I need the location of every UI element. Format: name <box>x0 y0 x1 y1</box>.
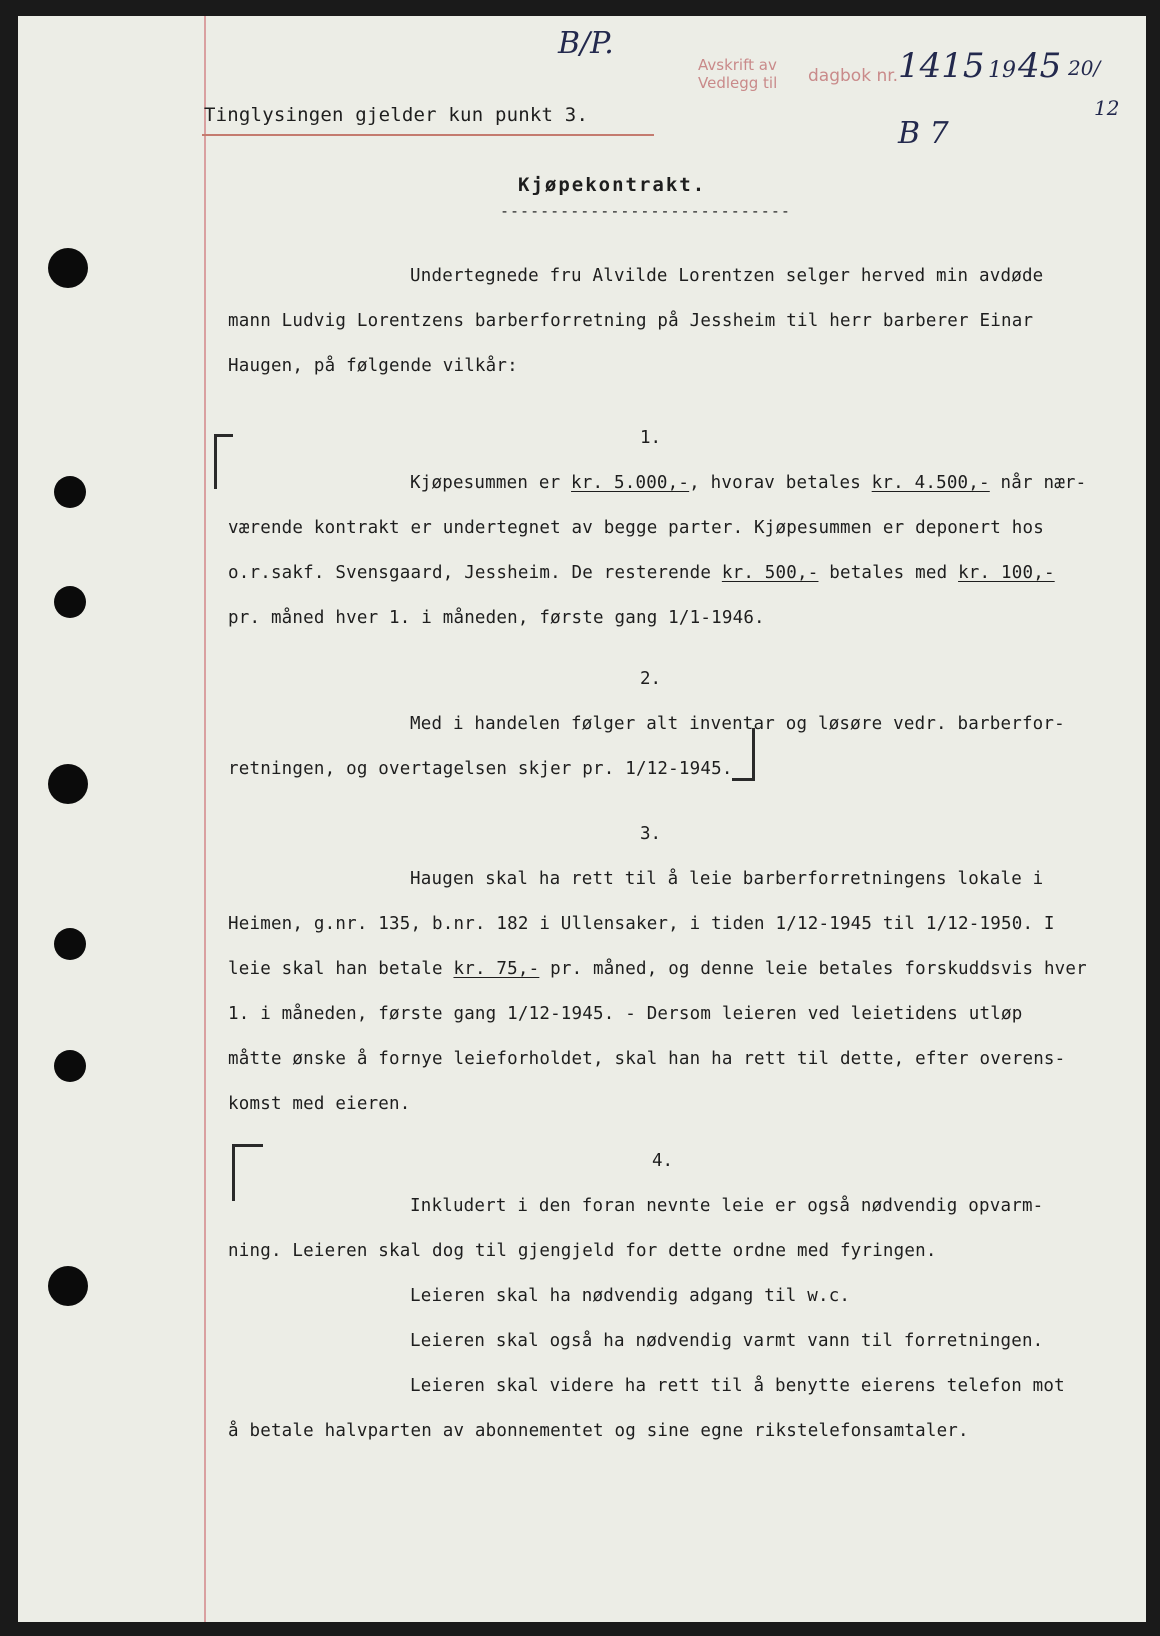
dagbok-date-month: 12 <box>1094 96 1120 120</box>
bracket-mark-1 <box>214 434 233 489</box>
bracket-mark-2 <box>732 728 755 781</box>
section-2-line-2: retningen, og overtagelsen skjer pr. 1/12-1945. <box>228 759 733 779</box>
intro-line-3: Haugen, på følgende vilkår: <box>228 356 518 376</box>
bracket-mark-3 <box>232 1144 263 1201</box>
section-number-1: 1. <box>640 428 662 448</box>
stamp-avskrift: Avskrift av <box>698 56 777 74</box>
section-4-line-3: Leieren skal ha nødvendig adgang til w.c. <box>410 1286 851 1306</box>
dagbok-date-day: 20/ <box>1068 56 1101 80</box>
punch-hole <box>54 476 86 508</box>
section-3-line-4: 1. i måneden, første gang 1/12-1945. - Dersom leieren ved leietidens utløp <box>228 1004 1023 1024</box>
title-underline: ----------------------------- <box>500 202 791 220</box>
intro-line-1: Undertegnede fru Alvilde Lorentzen selger herved min avdøde <box>410 266 1044 286</box>
punch-hole <box>48 1266 88 1306</box>
stamp-dagbok: dagbok nr. <box>808 66 899 86</box>
section-4-line-1: Inkludert i den foran nevnte leie er også nødvendig opvarm- <box>410 1196 1044 1216</box>
section-3-line-1: Haugen skal ha rett til å leie barberforretningens lokale i <box>410 869 1044 889</box>
document-page <box>18 16 1146 1622</box>
punch-hole <box>54 928 86 960</box>
document-title: Kjøpekontrakt. <box>518 174 707 196</box>
section-4-line-2: ning. Leieren skal dog til gjengjeld for dette ordne med fyringen. <box>228 1241 937 1261</box>
section-3-line-6: komst med eieren. <box>228 1094 411 1114</box>
section-number-3: 3. <box>640 824 662 844</box>
section-1-line-1: Kjøpesummen er kr. 5.000,-, hvorav betales kr. 4.500,- når nær- <box>410 473 1087 493</box>
dagbok-year: 45 <box>1018 46 1062 86</box>
punch-hole <box>54 1050 86 1082</box>
section-3-line-3: leie skal han betale kr. 75,- pr. måned, og denne leie betales forskuddsvis hver <box>228 959 1087 979</box>
section-1-line-4: pr. måned hver 1. i måneden, første gang 1/1-1946. <box>228 608 765 628</box>
punch-hole <box>48 764 88 804</box>
handwritten-bp: B/P. <box>558 26 614 61</box>
section-4-line-5: Leieren skal videre ha rett til å benytte eierens telefon mot <box>410 1376 1065 1396</box>
section-1-line-3: o.r.sakf. Svensgaard, Jessheim. De resterende kr. 500,- betales med kr. 100,- <box>228 563 1055 583</box>
dagbok-number: 1415 <box>898 46 985 86</box>
punch-hole <box>48 248 88 288</box>
registration-underline <box>202 134 654 136</box>
section-4-line-6: å betale halvparten av abonnementet og sine egne rikstelefonsamtaler. <box>228 1421 969 1441</box>
stamp-vedlegg: Vedlegg til <box>698 74 778 92</box>
dagbok-year-prefix: 19 <box>988 58 1016 83</box>
intro-line-2: mann Ludvig Lorentzens barberforretning på Jessheim til herr barberer Einar <box>228 311 1034 331</box>
section-3-line-5: måtte ønske å fornye leieforholdet, skal han ha rett til dette, efter overens- <box>228 1049 1066 1069</box>
registration-note: Tinglysingen gjelder kun punkt 3. <box>204 104 589 126</box>
section-2-line-1: Med i handelen følger alt inventar og løsøre vedr. barberfor- <box>410 714 1065 734</box>
section-number-2: 2. <box>640 669 662 689</box>
section-1-line-2: værende kontrakt er undertegnet av begge parter. Kjøpesummen er deponert hos <box>228 518 1044 538</box>
margin-line <box>204 16 206 1622</box>
section-3-line-2: Heimen, g.nr. 135, b.nr. 182 i Ullensaker, i tiden 1/12-1945 til 1/12-1950. I <box>228 914 1055 934</box>
handwritten-b7: B 7 <box>898 116 949 151</box>
section-4-line-4: Leieren skal også ha nødvendig varmt vann til forretningen. <box>410 1331 1044 1351</box>
punch-hole <box>54 586 86 618</box>
section-number-4: 4. <box>652 1151 674 1171</box>
